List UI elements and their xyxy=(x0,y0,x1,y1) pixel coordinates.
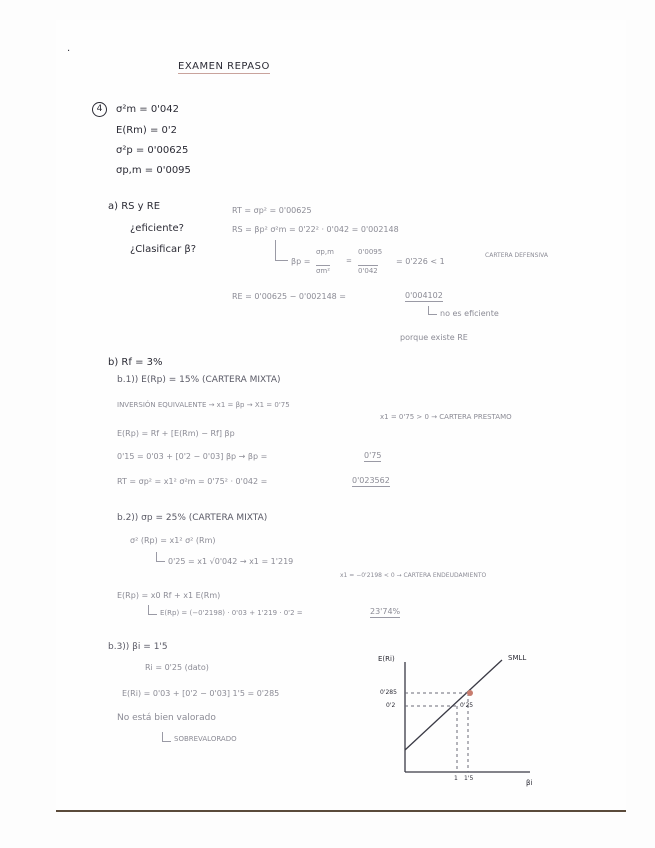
beta-class: CARTERA DEFENSIVA xyxy=(485,252,548,259)
b2-result-value: 23'74% xyxy=(370,607,401,616)
b3-line-3: No está bien valorado xyxy=(117,713,216,723)
part-a-rs: RS = βp² σ²m = 0'22² · 0'042 = 0'002148 xyxy=(232,225,399,234)
b1-rt-value: 0'023562 xyxy=(352,476,390,485)
question-number: 4 xyxy=(92,102,107,117)
b1-line-3: E(Rp) = Rf + [E(Rm) − Rf] βp xyxy=(117,429,235,438)
b1-label: b.1)) E(Rp) = 15% (CARTERA MIXTA) xyxy=(117,375,281,385)
part-a-rt: RT = σp² = 0'00625 xyxy=(232,206,312,215)
given-line-3: σ²p = 0'00625 xyxy=(116,145,189,156)
corner-dot: · xyxy=(67,46,71,57)
given-line-2: E(Rm) = 0'2 xyxy=(116,125,178,136)
b1-line-1: INVERSIÓN EQUIVALENTE → x1 = βp → X1 = 0'75 xyxy=(117,401,290,409)
b1-line-5: RT = σp² = x1² σ²m = 0'75² · 0'042 = xyxy=(117,477,268,486)
part-a-note-1: no es eficiente xyxy=(440,309,499,318)
b1-line-4: 0'15 = 0'03 + [0'2 − 0'03] βp → βp = xyxy=(117,452,268,461)
b1-line-2: x1 = 0'75 > 0 → CARTERA PRESTAMO xyxy=(380,413,512,421)
graph-marker-label: 0'25 xyxy=(460,702,474,709)
beta-numerator-2: 0'0095 xyxy=(358,248,383,256)
graph-x-label: βi xyxy=(526,779,533,787)
part-a-question-classify: ¿Clasificar β? xyxy=(130,244,197,255)
graph-point xyxy=(467,690,473,696)
b3-label: b.3)) βi = 1'5 xyxy=(108,642,168,652)
b2-line-3: x1 = −0'2198 < 0 → CARTERA ENDEUDAMIENTO xyxy=(340,572,487,579)
b3-line-1: Ri = 0'25 (dato) xyxy=(145,663,209,672)
graph-y-label: E(Ri) xyxy=(378,655,395,663)
part-b-label: b) Rf = 3% xyxy=(108,357,163,368)
part-a-note-2: porque existe RE xyxy=(400,333,468,342)
beta-numerator-1: σp,m xyxy=(316,248,334,256)
b1-beta-value: 0'75 xyxy=(364,451,382,460)
b3-line-2: E(Ri) = 0'03 + [0'2 − 0'03] 1'5 = 0'285 xyxy=(122,689,280,698)
equals-sign: = xyxy=(346,257,352,265)
graph-line-label: SMLL xyxy=(508,654,527,662)
part-a-re: RE = 0'00625 − 0'002148 = xyxy=(232,292,347,301)
beta-result: = 0'226 < 1 xyxy=(396,257,445,266)
beta-denominator-2: 0'042 xyxy=(358,267,378,275)
given-line-4: σp,m = 0'0095 xyxy=(116,165,191,176)
beta-denominator-1: σm² xyxy=(316,267,331,275)
beta-prefix: βp = xyxy=(291,257,311,266)
given-line-1: σ²m = 0'042 xyxy=(116,104,180,115)
page-title: EXAMEN REPASO xyxy=(178,61,270,72)
graph-x-tick-1: 1 xyxy=(454,775,458,782)
b2-line-4: E(Rp) = x0 Rf + x1 E(Rm) xyxy=(117,591,221,600)
sml-line xyxy=(405,660,502,750)
part-a-re-value: 0'004102 xyxy=(405,291,443,300)
b2-line-1: σ² (Rp) = x1² σ² (Rm) xyxy=(130,536,216,545)
part-a-label: a) RS y RE xyxy=(108,201,161,212)
b2-line-5: E(Rp) = (−0'2198) · 0'03 + 1'219 · 0'2 = xyxy=(160,609,303,617)
part-a-question-efficient: ¿eficiente? xyxy=(130,223,184,234)
b2-label: b.2)) σp = 25% (CARTERA MIXTA) xyxy=(117,513,268,523)
graph-y-tick-02: 0'2 xyxy=(386,702,396,709)
b2-line-2: 0'25 = x1 √0'042 → x1 = 1'219 xyxy=(168,557,294,566)
graph-y-tick-0285: 0'285 xyxy=(380,689,397,696)
b3-line-4: SOBREVALORADO xyxy=(174,735,237,743)
graph-x-tick-15: 1'5 xyxy=(464,775,474,782)
